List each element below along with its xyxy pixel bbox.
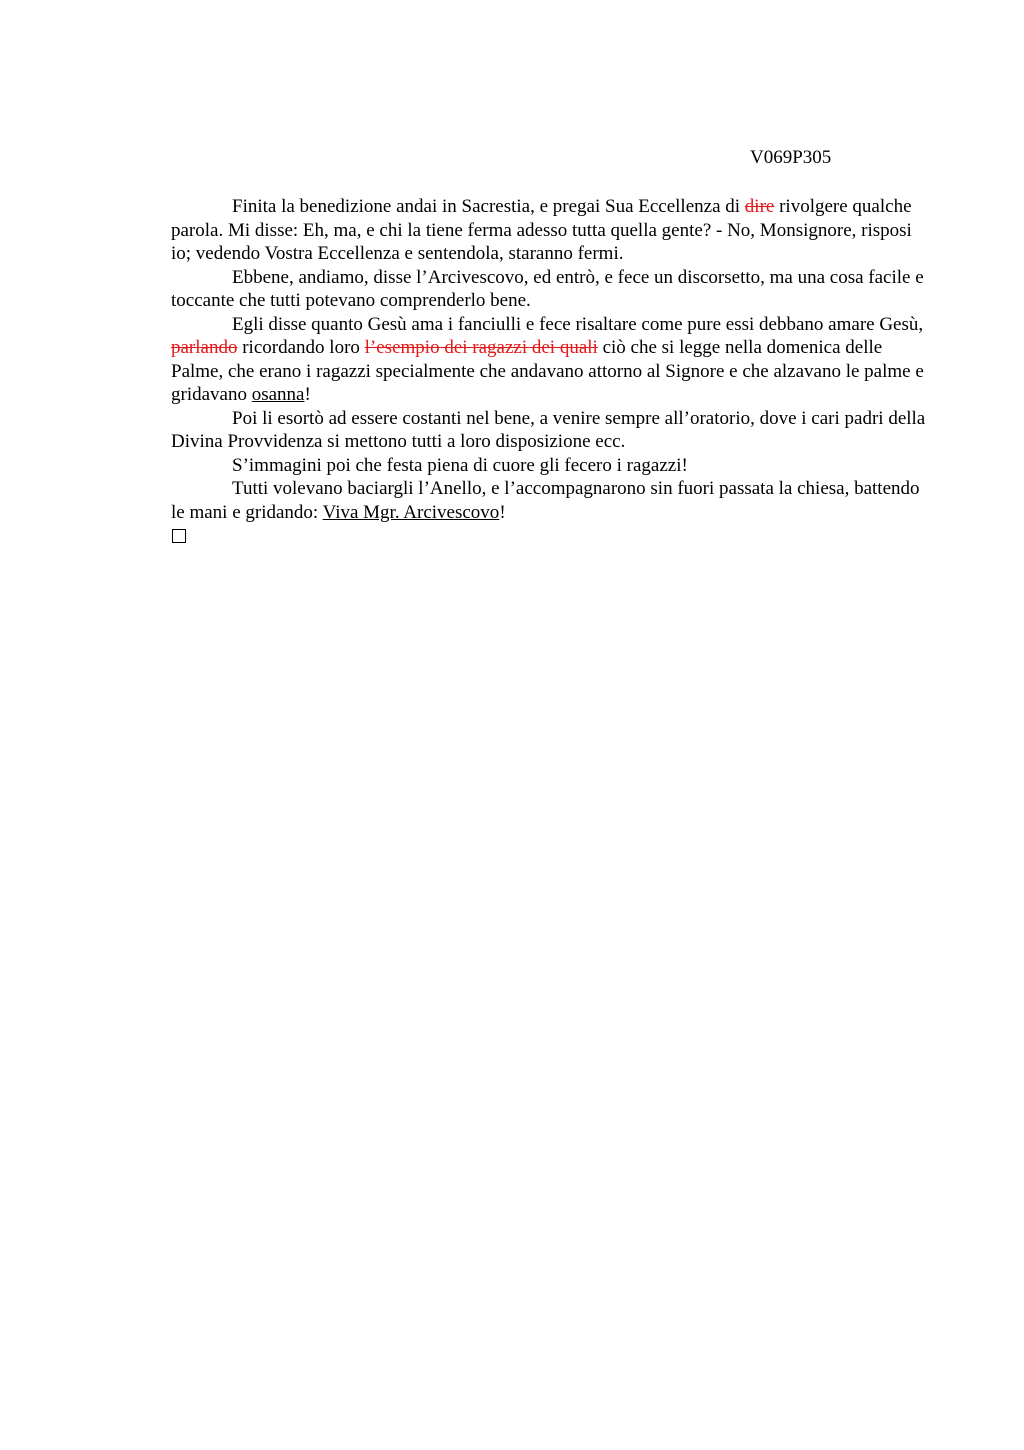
paragraph-1	[171, 195, 927, 266]
underlined-text: Viva Mgr. Arcivescovo	[322, 501, 500, 523]
deleted-text: dire	[744, 196, 775, 217]
paragraph-2	[171, 266, 927, 313]
paragraph-6	[171, 477, 927, 524]
text-segment: Egli disse quanto Gesù ama i fanciulli e fece risaltare come pure essi debbano amare Gesù,	[232, 313, 924, 335]
text-segment: Tutti volevano baciargli l’Anello, e l’accompagnarono sin fuori passata la chiesa, battendo le mani e gridando:	[171, 478, 920, 523]
paragraph-5	[171, 454, 927, 478]
paragraph-3	[171, 313, 927, 407]
text-segment: Finita la benedizione andai in Sacrestia, e pregai Sua Eccellenza di	[232, 196, 745, 217]
underlined-text: osanna	[251, 384, 305, 405]
text-segment: ricordando loro	[237, 337, 365, 358]
paragraph-4	[171, 407, 927, 454]
page-identifier: V069P305	[750, 147, 832, 168]
text-segment: ciò che si legge nella domenica delle Palme, che erano i ragazzi specialmente che andavano attorno al Signore e che alzavano le palme e gridavano	[171, 337, 924, 405]
document-body	[171, 195, 927, 543]
text-segment: S’immagini poi che festa piena di cuore gli fecero i ragazzi!	[232, 454, 688, 476]
deleted-text: parlando	[171, 337, 238, 358]
end-of-text-box-icon	[172, 529, 186, 543]
text-segment: !	[304, 384, 311, 405]
text-segment: Ebbene, andiamo, disse l’Arcivescovo, ed entrò, e fece un discorsetto, ma una cosa facile e toccante che tutti potevano comprenderlo bene.	[171, 266, 924, 311]
text-segment: rivolgere qualche parola. Mi disse: Eh, ma, e chi la tiene ferma adesso tutta quella gente? - No, Monsignore, risposi io; vedendo Vostra Eccellenza e sentendola, staranno fermi.	[171, 196, 912, 264]
deleted-text: l’esempio dei ragazzi dei quali	[364, 337, 598, 358]
text-segment: Poi li esortò ad essere costanti nel bene, a venire sempre all’oratorio, dove i cari padri della Divina Provvidenza si mettono tutti a loro disposizione ecc.	[171, 407, 926, 452]
text-segment: !	[499, 501, 506, 523]
